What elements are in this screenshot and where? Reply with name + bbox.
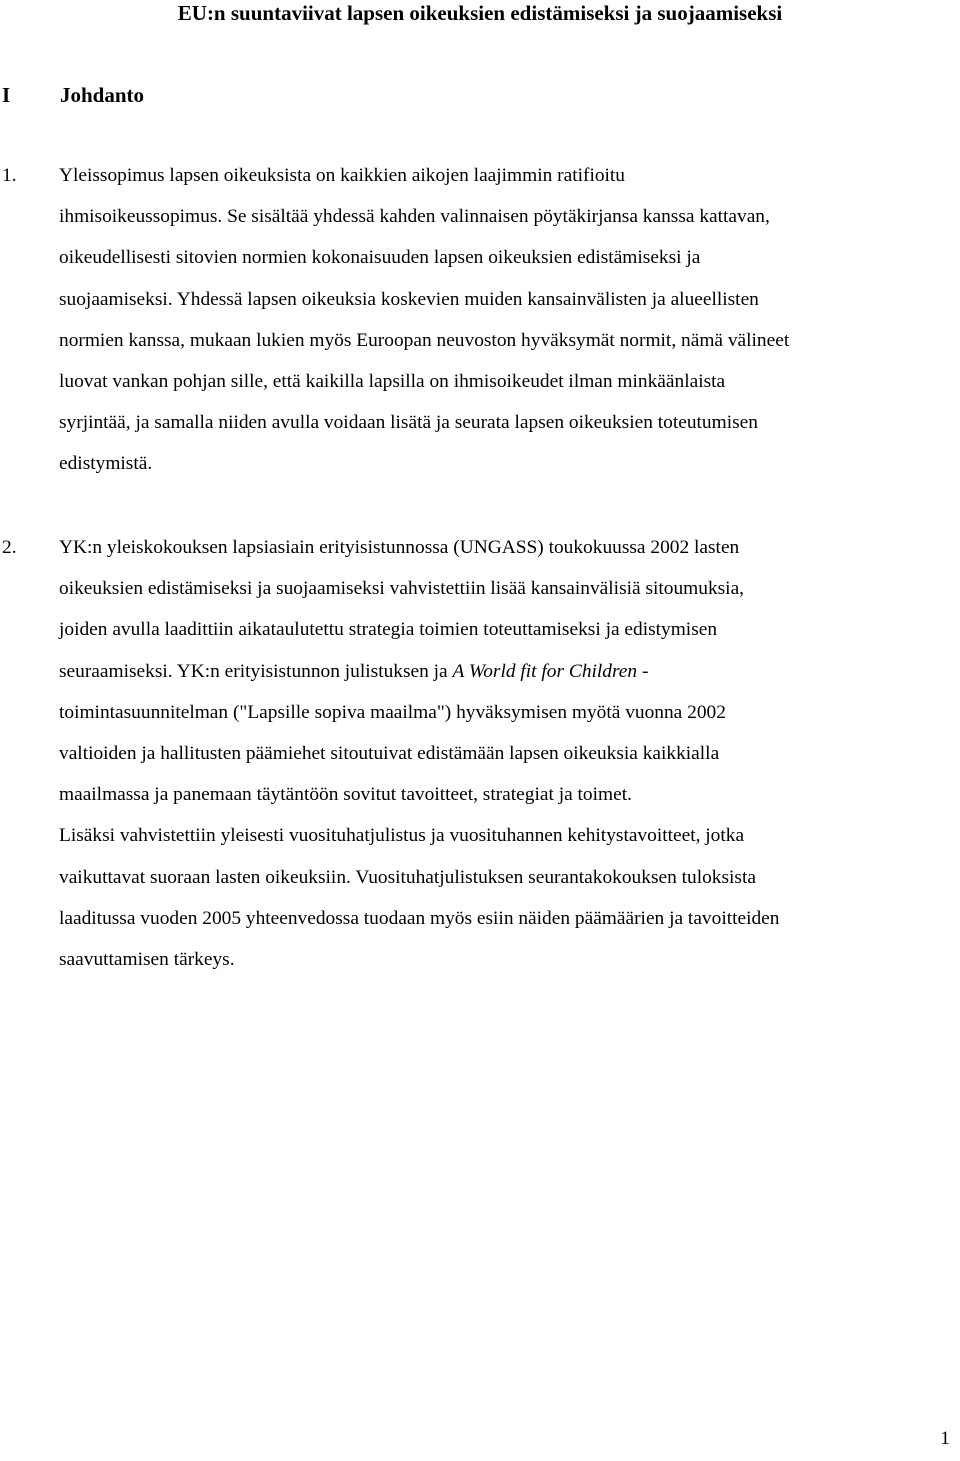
paragraph-body [59, 527, 960, 980]
paragraph-line [59, 651, 960, 692]
paragraph-line: maailmassa ja panemaan täytäntöön sovitut tavoitteet, strategiat ja toimet. [59, 784, 632, 806]
paragraph-line: suojaamiseksi. Yhdessä lapsen oikeuksia koskevien muiden kansainvälisten ja alueellisten [59, 288, 759, 310]
paragraph-line: Yleissopimus lapsen oikeuksista on kaikkien aikojen laajimmin ratifioitu [59, 165, 626, 186]
paragraph-line: luovat vankan pohjan sille, että kaikilla lapsilla on ihmisoikeudet ilman minkäänlaista [59, 370, 726, 392]
paragraph-line: oikeuksien edistämiseksi ja suojaamiseksi vahvistettiin lisää kansainvälisiä sitoumuksia, [59, 578, 745, 600]
section-number: I [2, 83, 11, 107]
paragraph-line: saavuttamisen tärkeys. [59, 948, 235, 970]
paragraph-number: 1. [2, 165, 17, 186]
paragraph-line: oikeudellisesti sitovien normien kokonaisuuden lapsen oikeuksien edistämiseksi ja [59, 247, 701, 269]
paragraph-line: syrjintää, ja samalla niiden avulla voidaan lisätä ja seurata lapsen oikeuksien toteutumisen [59, 412, 758, 434]
paragraph-line: joiden avulla laadittiin aikataulutettu strategia toimien toteuttamiseksi ja edistymisen [59, 619, 718, 641]
paragraph-1 [0, 155, 960, 485]
document-title: EU:n suuntaviivat lapsen oikeuksien edistämiseksi ja suojaamiseksi [177, 1, 783, 25]
paragraph-line: ihmisoikeussopimus. Se sisältää yhdessä kahden valinnaisen pöytäkirjansa kanssa kattavan, [59, 206, 770, 228]
paragraph-line: Lisäksi vahvistettiin yleisesti vuosituhatjulistus ja vuosituhannen kehitystavoitteet, jotka [59, 825, 745, 847]
page-number: 1 [940, 1428, 950, 1449]
line-text: - [637, 660, 649, 682]
paragraph-2 [0, 527, 960, 980]
paragraph-line: vaikuttavat suoraan lasten oikeuksiin. Vuosituhatjulistuksen seurantakokouksen tuloksista [59, 866, 756, 888]
paragraph-line: normien kanssa, mukaan lukien myös Euroopan neuvoston hyväksymät normit, nämä välineet [59, 329, 790, 351]
paragraph-line: valtioiden ja hallitusten päämiehet sitoutuivat edistämään lapsen oikeuksia kaikkialla [59, 742, 720, 764]
paragraph-line: YK:n yleiskokouksen lapsiasiain erityisistunnossa (UNGASS) toukokuussa 2002 lasten [59, 537, 740, 558]
paragraph-number: 2. [2, 537, 17, 558]
paragraph-line: laaditussa vuoden 2005 yhteenvedossa tuodaan myös esiin näiden päämäärien ja tavoitteiden [59, 907, 780, 929]
paragraph-line: edistymistä. [59, 453, 153, 475]
paragraph-line: toimintasuunnitelman ("Lapsille sopiva maailma") hyväksymisen myötä vuonna 2002 [59, 701, 726, 723]
section-title: Johdanto [60, 83, 145, 107]
paragraph-body [59, 155, 960, 485]
italic-title: A World fit for Children [452, 660, 638, 682]
line-text: seuraamiseksi. YK:n erityisistunnon julistuksen ja [59, 660, 453, 682]
